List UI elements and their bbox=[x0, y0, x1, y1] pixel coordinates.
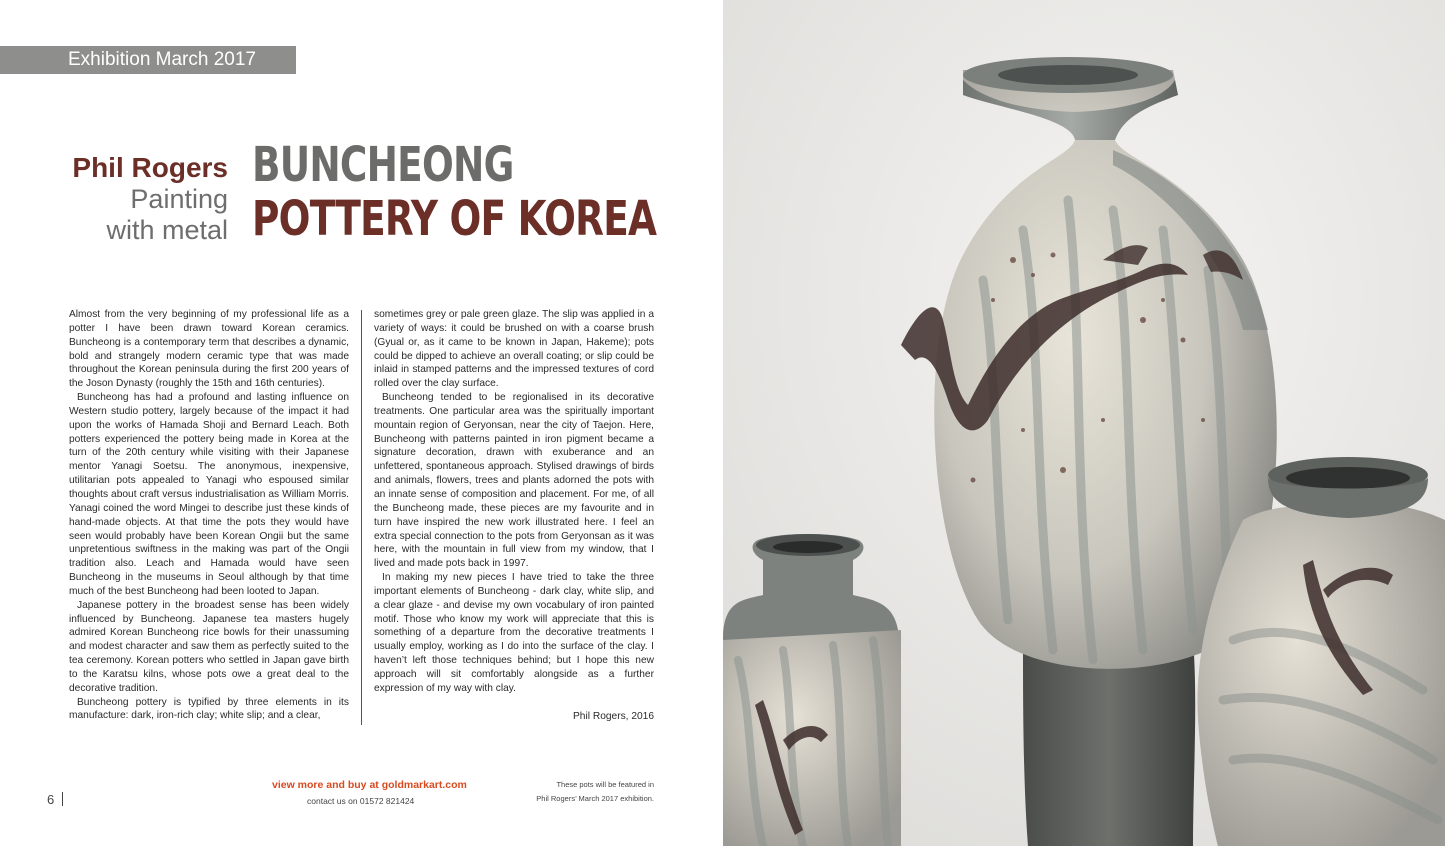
author-signoff: Phil Rogers, 2016 bbox=[573, 711, 654, 722]
subtitle-line-1: Painting bbox=[130, 184, 228, 214]
exhibition-note-line-1: These pots will be featured in bbox=[556, 780, 654, 789]
exhibition-note-line-2: Phil Rogers’ March 2017 exhibition. bbox=[536, 794, 654, 803]
column-divider bbox=[361, 310, 362, 725]
paragraph: Buncheong pottery is typified by three elements in its manufacture: dark, iron-rich clay; white slip; and a clear, bbox=[69, 696, 349, 722]
pottery-illustration bbox=[723, 0, 1445, 846]
paragraph: In making my new pieces I have tried to take the three important elements of Buncheong - dark clay, white slip, and a clear glaze - and devise my own vocabulary of iron painted motif. Those who know my work will appreciate that this is something of a departure from the decorative treatments I usually employ, working as I do into the surface of the clay. I haven’t left those techniques behind; but I hope this new approach will sit comfortably alongside as a further expression of my way with clay. bbox=[374, 572, 654, 694]
article-title-line-2: POTTERY OF KOREA bbox=[252, 191, 657, 247]
paragraph: Buncheong tended to be regionalised in its decorative treatments. One particular area was the spiritually important mountain region of Geryonsan, near the city of Taejon. Here, Buncheong with patterns painted in iron pigment became a signature decoration, drawn with exuberance and an unfettered, spontaneous approach. Stylised drawings of birds and animals, flowers, trees and plants adorned the pots with an innate sense of composition and placement. For me, of all the Buncheong made, these pieces are my favourite and in turn have inspired the new work illustrated here. I feel an extra special connection to the pots from Geryonsan as it was here, with the mountain in full view from my window, that I lived and made pots back in 1997. bbox=[374, 392, 654, 570]
exhibition-banner bbox=[0, 46, 296, 74]
article-title-line-1: BUNCHEONG bbox=[252, 137, 514, 193]
subtitle-line-2: with metal bbox=[106, 215, 228, 245]
page-number: 6 bbox=[47, 792, 55, 807]
paragraph: Almost from the very beginning of my professional life as a potter I have been drawn toward Korean ceramics. Buncheong is a contemporary term that describes a dynamic, bold and strangely modern ceramic type that was made throughout the Korean peninsula during the first 200 years of the Joson Dynasty (roughly the 15th and 16th centuries). bbox=[69, 309, 349, 390]
author-block bbox=[72, 152, 228, 246]
article-column-1 bbox=[69, 308, 349, 723]
paragraph: Japanese pottery in the broadest sense has been widely influenced by Buncheong. Japanese tea masters hugely admired Korean Buncheong rice bowls for their unassuming and modest character and saw them as perfectly suited to the tea ceremony. Korean potters who settled in Japan gave birth to the Karatsu kilns, whose pots owe a great deal to the decorative tradition. bbox=[69, 599, 349, 694]
shop-link[interactable]: view more and buy at goldmarkart.com bbox=[272, 779, 467, 791]
paragraph: sometimes grey or pale green glaze. The slip was applied in a variety of ways: it could be brushed on with a coarse brush (Gyual or, as it came to be known in Japan, Hakeme); pots could be dipped to achieve an overall coating; or slip could be inlaid in stamped patterns and the impressed textures of cord rolled over the clay surface. bbox=[374, 309, 654, 390]
author-name: Phil Rogers bbox=[72, 152, 228, 183]
exhibition-note bbox=[520, 778, 654, 806]
article-column-2 bbox=[374, 308, 654, 696]
contact-phone: contact us on 01572 821424 bbox=[307, 796, 415, 806]
pottery-photo bbox=[723, 0, 1445, 846]
page-number-divider bbox=[62, 792, 63, 806]
banner-text: Exhibition March 2017 bbox=[68, 49, 256, 70]
paragraph: Buncheong has had a profound and lasting influence on Western studio pottery, largely because of the impact it had upon the works of Hamada Shoji and Bernard Leach. Both potters experienced the pottery being made in Korea at the turn of the 20th century while visiting with their Japanese mentor Yanagi Soetsu. The anonymous, inexpensive, utilitarian pots appealed to Yanagi who espoused similar thoughts about craft versus industrialisation as William Morris. Yanagi coined the word Mingei to describe just these kinds of hand-made objects. At that time the pots they would have seen would probably have been Korean Ongii but the same unpretentious swiftness in the making was part of the Ongii tradition also. Leach and Hamada would have seen Buncheong in the museums in Seoul although by that time much of the best Buncheong had been looted to Japan. bbox=[69, 392, 349, 597]
